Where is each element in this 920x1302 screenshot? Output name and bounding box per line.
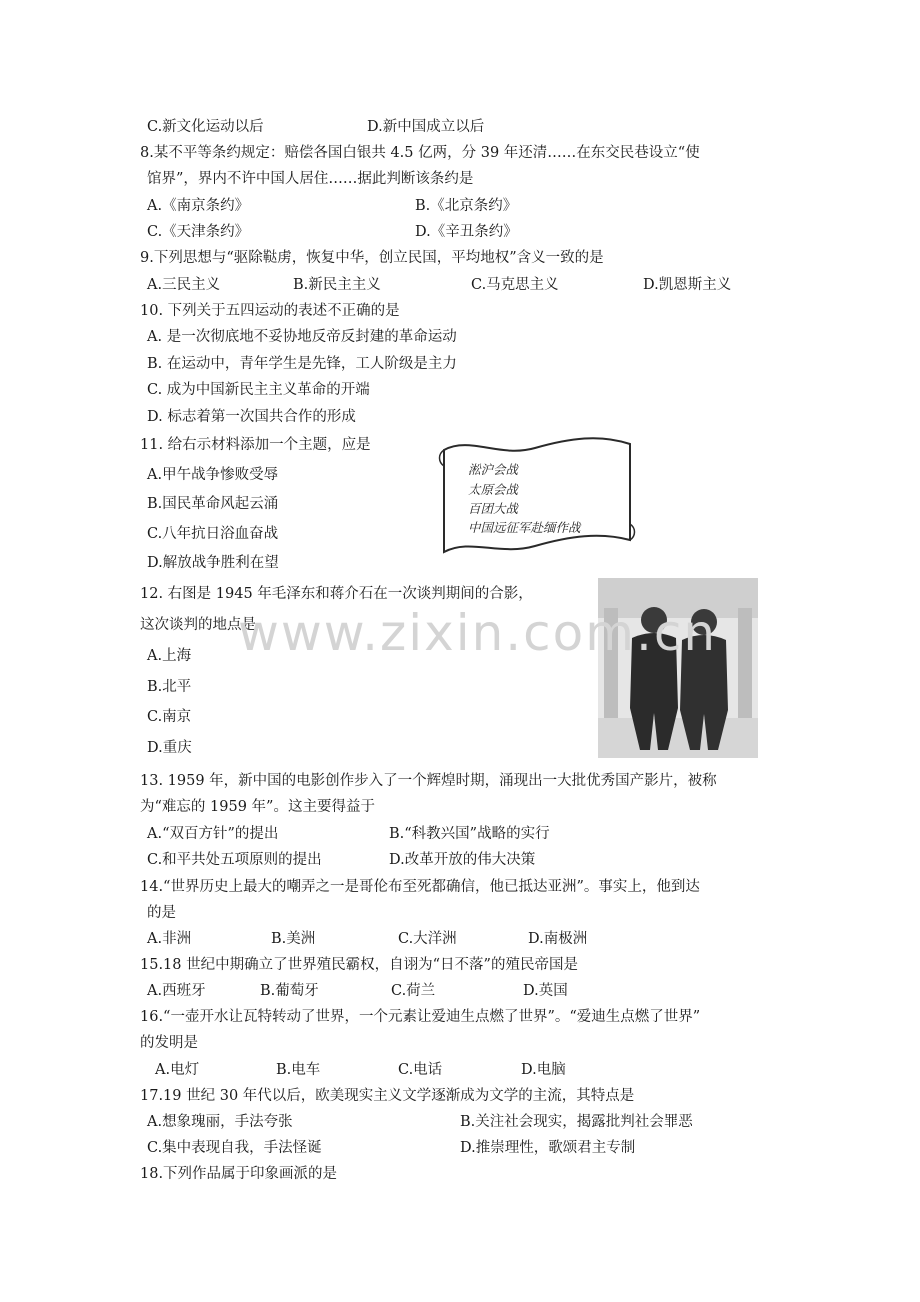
q16-stem-line2: 的发明是 bbox=[140, 1035, 198, 1051]
scroll-line-4: 中国远征军赴缅作战 bbox=[468, 520, 581, 535]
q17-option-a: A.想象瑰丽，手法夸张 bbox=[147, 1114, 293, 1130]
q11-option-d: D.解放战争胜利在望 bbox=[147, 555, 279, 571]
q17-option-b: B.关注社会现实，揭露批判社会罪恶 bbox=[460, 1114, 693, 1130]
q8-option-c: C.《天津条约》 bbox=[147, 224, 250, 240]
q15-stem: 15.18 世纪中期确立了世界殖民霸权，自诩为“日不落”的殖民帝国是 bbox=[140, 957, 578, 973]
q15-option-a: A.西班牙 bbox=[147, 983, 206, 999]
q7-option-d: D.新中国成立以后 bbox=[367, 119, 485, 135]
q14-stem-line1: 14.“世界历史上最大的嘲弄之一是哥伦布至死都确信，他已抵达亚洲”。事实上，他到达 bbox=[140, 879, 700, 895]
q16-option-b: B.电车 bbox=[276, 1062, 321, 1078]
q16-option-c: C.电话 bbox=[398, 1062, 443, 1078]
q8-option-d: D.《辛丑条约》 bbox=[415, 224, 518, 240]
q14-option-a: A.非洲 bbox=[147, 931, 192, 947]
q10-option-d: D. 标志着第一次国共合作的形成 bbox=[147, 409, 356, 425]
q14-option-d: D.南极洲 bbox=[528, 931, 588, 947]
q9-option-b: B.新民主主义 bbox=[293, 277, 381, 293]
q17-option-d: D.推崇理性，歌颂君主专制 bbox=[460, 1140, 636, 1156]
q15-option-b: B.葡萄牙 bbox=[260, 983, 319, 999]
watermark-text: www.zixin.com.cn bbox=[238, 604, 718, 662]
q9-stem: 9.下列思想与“驱除鞑虏，恢复中华，创立民国，平均地权”含义一致的是 bbox=[140, 250, 604, 266]
q9-option-c: C.马克思主义 bbox=[471, 277, 559, 293]
q8-stem-line1: 8.某不平等条约规定：赔偿各国白银共 4.5 亿两，分 39 年还清……在东交民巷设立“使 bbox=[140, 145, 700, 161]
q11-option-a: A.甲午战争惨败受辱 bbox=[147, 467, 279, 483]
q13-stem-line1: 13. 1959 年，新中国的电影创作步入了一个辉煌时期，涌现出一大批优秀国产影片，被称 bbox=[140, 773, 717, 789]
q12-stem-line1: 12. 右图是 1945 年毛泽东和蒋介石在一次谈判期间的合影， bbox=[140, 586, 533, 602]
q14-option-c: C.大洋洲 bbox=[398, 931, 457, 947]
q15-option-c: C.荷兰 bbox=[391, 983, 436, 999]
q9-option-a: A.三民主义 bbox=[147, 277, 221, 293]
q11-stem: 11. 给右示材料添加一个主题，应是 bbox=[140, 437, 371, 453]
q18-stem: 18.下列作品属于印象画派的是 bbox=[140, 1166, 338, 1182]
scroll-line-3: 百团大战 bbox=[468, 501, 519, 516]
q12-option-b: B.北平 bbox=[147, 679, 192, 695]
q13-option-d: D.改革开放的伟大决策 bbox=[389, 852, 536, 868]
q16-option-a: A.电灯 bbox=[155, 1062, 200, 1078]
q10-option-c: C. 成为中国新民主主义革命的开端 bbox=[147, 382, 370, 398]
q10-option-a: A. 是一次彻底地不妥协地反帝反封建的革命运动 bbox=[147, 329, 457, 345]
q13-option-a: A.“双百方针”的提出 bbox=[147, 826, 279, 842]
q14-stem-line2: 的是 bbox=[147, 905, 176, 921]
q12-option-c: C.南京 bbox=[147, 709, 192, 725]
q9-option-d: D.凯恩斯主义 bbox=[643, 277, 732, 293]
q14-option-b: B.美洲 bbox=[271, 931, 316, 947]
scroll-line-2: 太原会战 bbox=[468, 482, 519, 497]
q12-option-a: A.上海 bbox=[147, 648, 192, 664]
q16-stem-line1: 16.“一壶开水让瓦特转动了世界，一个元素让爱迪生点燃了世界”。“爱迪生点燃了世界” bbox=[140, 1009, 701, 1025]
q12-stem-line2: 这次谈判的地点是 bbox=[140, 617, 256, 633]
q16-option-d: D.电脑 bbox=[521, 1062, 566, 1078]
q11-option-b: B.国民革命风起云涌 bbox=[147, 496, 279, 512]
q11-option-c: C.八年抗日浴血奋战 bbox=[147, 526, 279, 542]
q10-stem: 10. 下列关于五四运动的表述不正确的是 bbox=[140, 303, 400, 319]
q15-option-d: D.英国 bbox=[523, 983, 568, 999]
q11-material-scroll-figure bbox=[430, 428, 640, 568]
scroll-outline-icon bbox=[430, 428, 640, 568]
scroll-line-1: 淞沪会战 bbox=[468, 462, 519, 477]
q7-option-c: C.新文化运动以后 bbox=[147, 119, 264, 135]
q13-stem-line2: 为“难忘的 1959 年”。这主要得益于 bbox=[140, 799, 375, 815]
q8-stem-line2: 馆界”，界内不许中国人居住……据此判断该条约是 bbox=[147, 171, 474, 187]
q13-option-c: C.和平共处五项原则的提出 bbox=[147, 852, 322, 868]
q13-option-b: B.“科教兴国”战略的实行 bbox=[389, 826, 550, 842]
q17-option-c: C.集中表现自我，手法怪诞 bbox=[147, 1140, 322, 1156]
q17-stem: 17.19 世纪 30 年代以后，欧美现实主义文学逐渐成为文学的主流，其特点是 bbox=[140, 1088, 635, 1104]
q12-option-d: D.重庆 bbox=[147, 740, 192, 756]
q10-option-b: B. 在运动中，青年学生是先锋，工人阶级是主力 bbox=[147, 356, 457, 372]
q8-option-b: B.《北京条约》 bbox=[415, 198, 518, 214]
q8-option-a: A.《南京条约》 bbox=[147, 198, 250, 214]
